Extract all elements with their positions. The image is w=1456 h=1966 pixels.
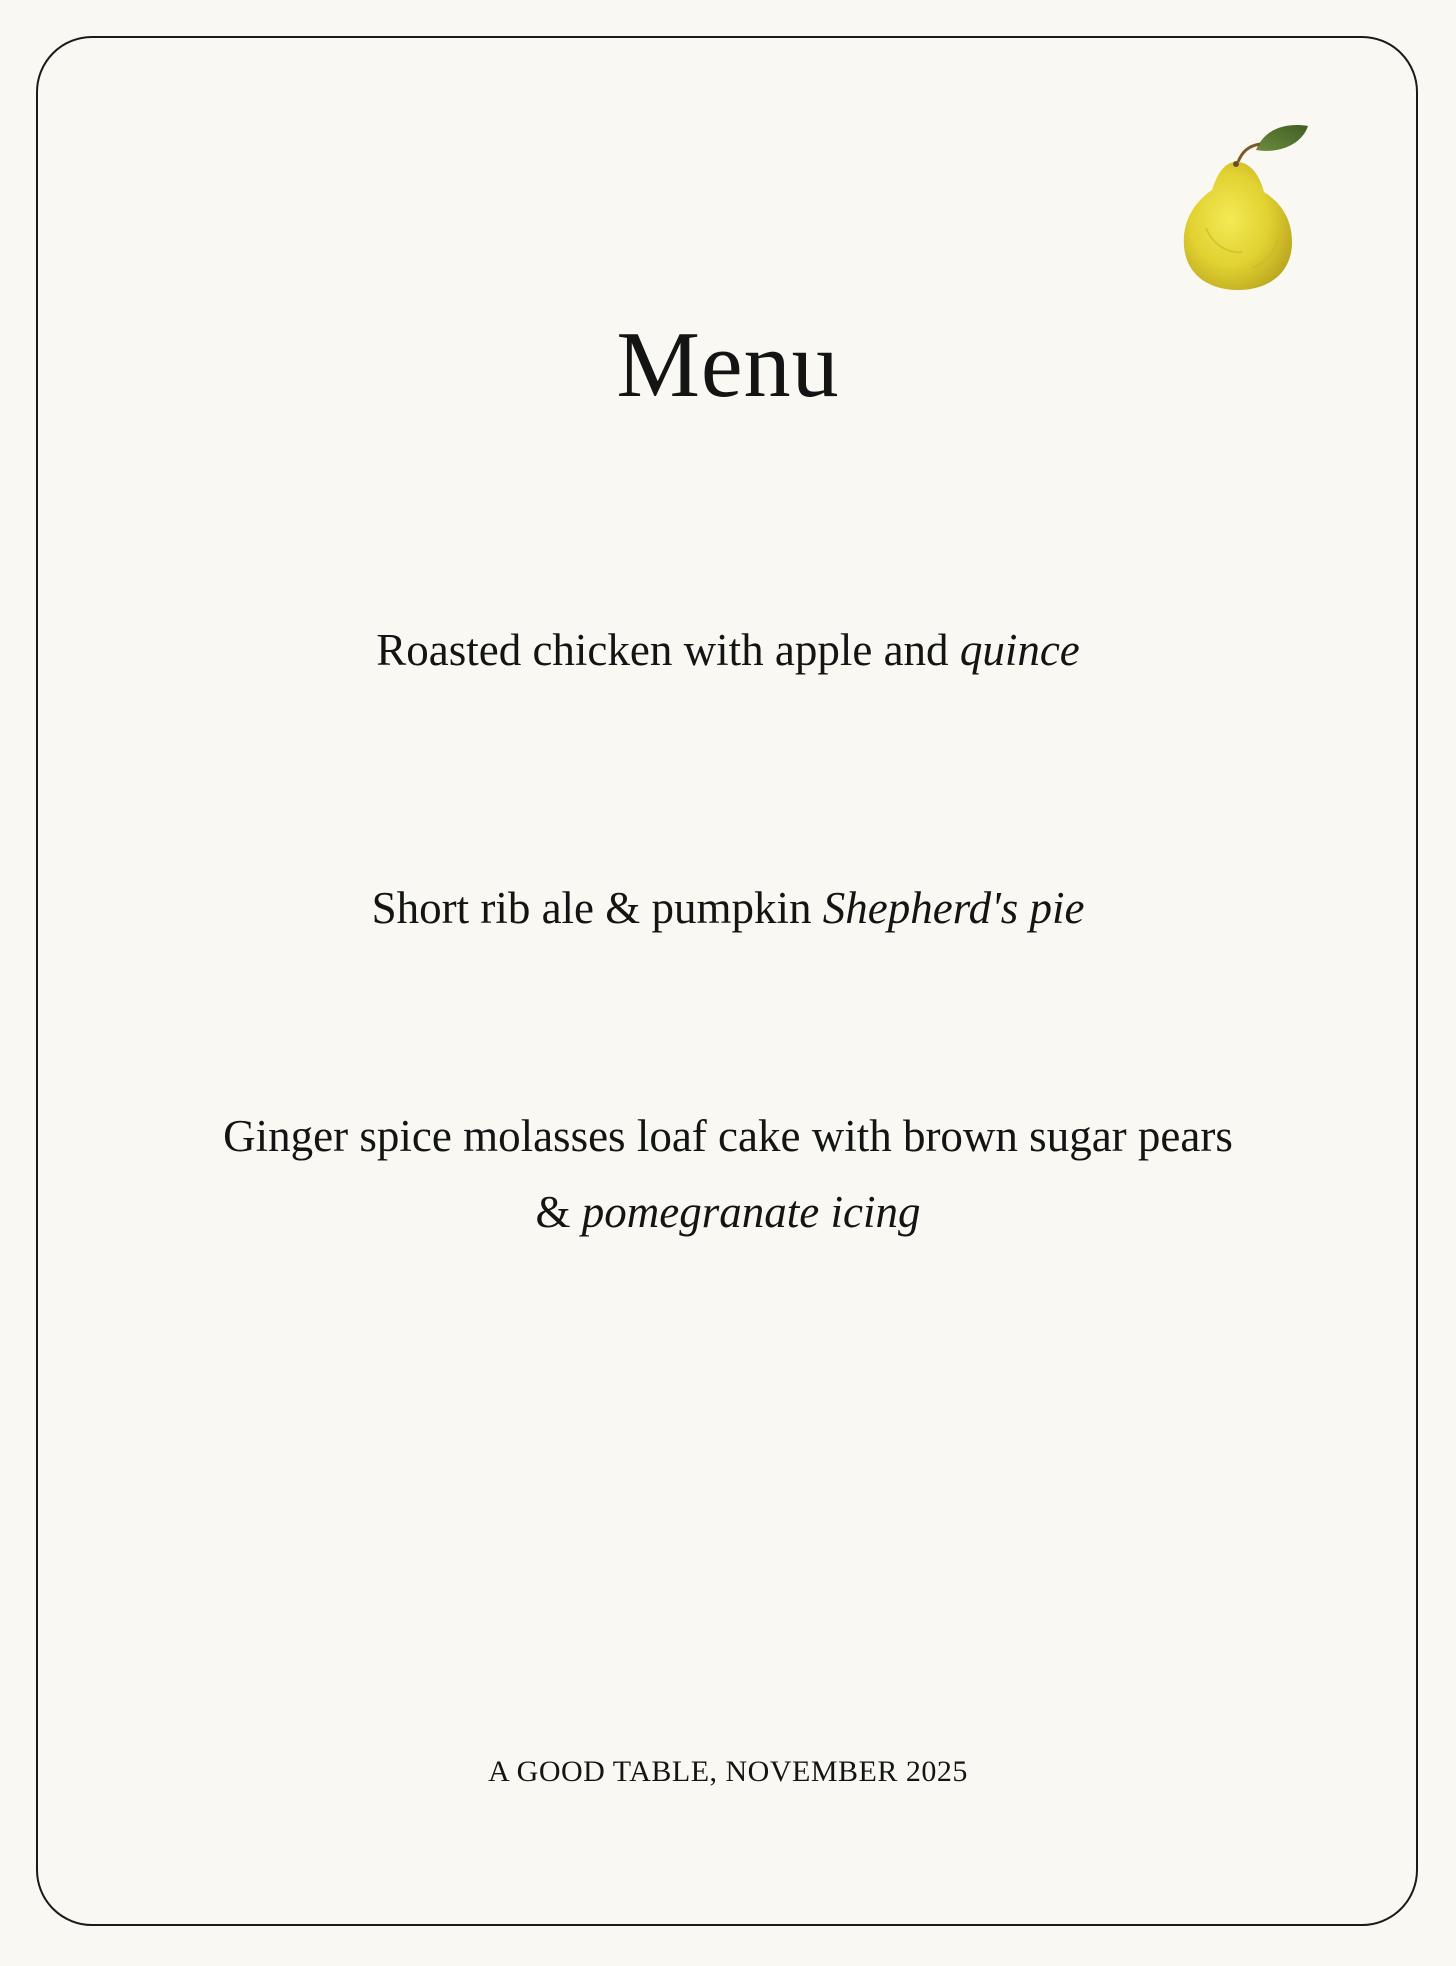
quince-fruit-illustration bbox=[1172, 118, 1312, 294]
course-1 bbox=[0, 612, 1456, 688]
course-2-text: Short rib ale & pumpkin bbox=[371, 883, 823, 933]
course-3-text-continued: & bbox=[535, 1187, 582, 1237]
course-2-accent: Shepherd's pie bbox=[822, 883, 1085, 933]
menu-footer: A GOOD TABLE, NOVEMBER 2025 bbox=[488, 1755, 968, 1788]
menu-title: Menu bbox=[616, 313, 840, 417]
leaf-shape bbox=[1256, 125, 1308, 151]
course-3-text: Ginger spice molasses loaf cake with brown sugar pears bbox=[223, 1111, 1233, 1161]
fruit-body bbox=[1184, 162, 1292, 290]
course-2 bbox=[0, 870, 1456, 946]
course-1-text: Roasted chicken with apple and bbox=[376, 625, 960, 675]
course-1-accent: quince bbox=[959, 625, 1080, 675]
stem-shape bbox=[1238, 144, 1260, 162]
course-3 bbox=[0, 1098, 1456, 1250]
course-3-accent: pomegranate icing bbox=[581, 1187, 921, 1237]
